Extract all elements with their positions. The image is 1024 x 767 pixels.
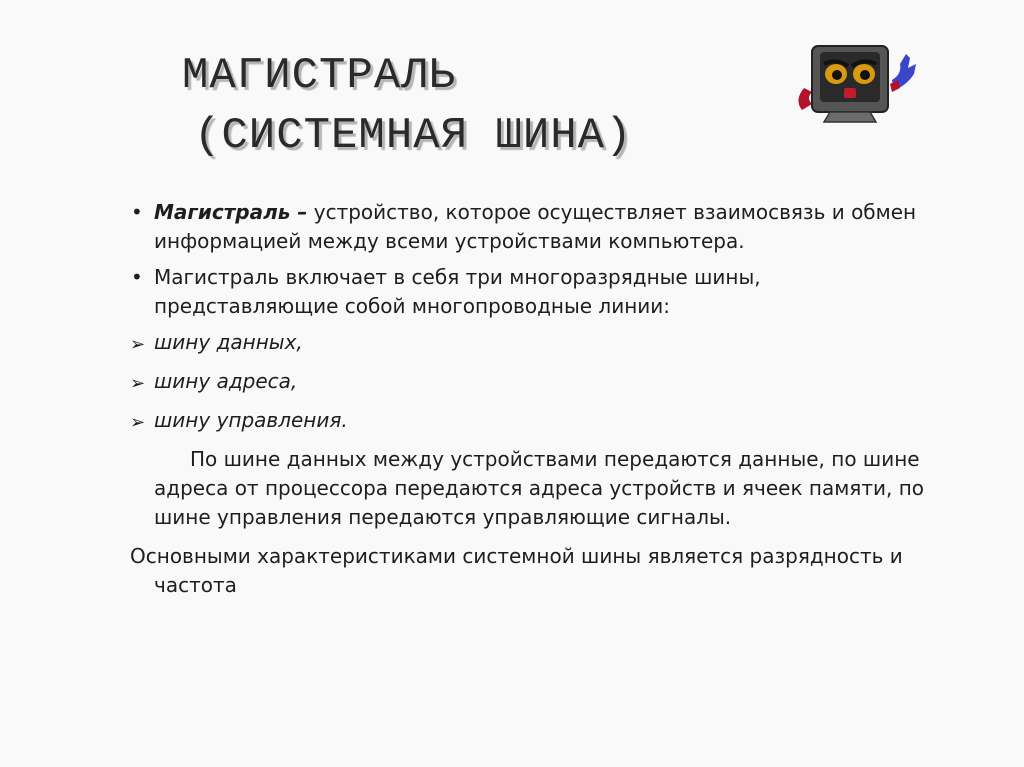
bullet-composition — [130, 263, 940, 321]
slide-content — [130, 198, 940, 600]
bullet-marker: • — [131, 200, 143, 224]
bullet-term: Магистраль – — [154, 200, 308, 224]
sub-item-address-bus — [130, 367, 940, 396]
arrow-marker-icon: ➢ — [130, 334, 146, 355]
arrow-marker-icon: ➢ — [130, 373, 146, 394]
sub-item-text: шину управления. — [154, 408, 348, 432]
sub-item-data-bus — [130, 328, 940, 357]
title-line-2: (СИСТЕМНАЯ ШИНА) — [194, 111, 633, 161]
bullet-text: Магистраль включает в себя три многоразрядные шины, представляющие собой многопроводные линии: — [154, 265, 761, 318]
bullet-text: устройство, которое осуществляет взаимосвязь и обмен информацией между всеми устройствами компьютера. — [154, 200, 917, 253]
title-line-1: МАГИСТРАЛЬ — [182, 51, 457, 101]
closing-statement: Основными характеристиками системной шины является разрядность и частота — [130, 544, 903, 597]
sub-item-control-bus — [130, 406, 940, 435]
sub-item-text: шину адреса, — [154, 369, 298, 393]
arrow-marker-icon: ➢ — [130, 412, 146, 433]
monitor-mascot-icon — [790, 40, 920, 125]
bullet-definition — [130, 198, 940, 256]
bullet-marker: • — [131, 265, 143, 289]
sub-item-text: шину данных, — [154, 330, 303, 354]
explanation-paragraph: По шине данных между устройствами передаются данные, по шине адреса от процессора передаются адреса устройств и ячеек памяти, по шине управления передаются управляющие сигналы. — [154, 447, 925, 529]
slide-title — [182, 46, 632, 166]
